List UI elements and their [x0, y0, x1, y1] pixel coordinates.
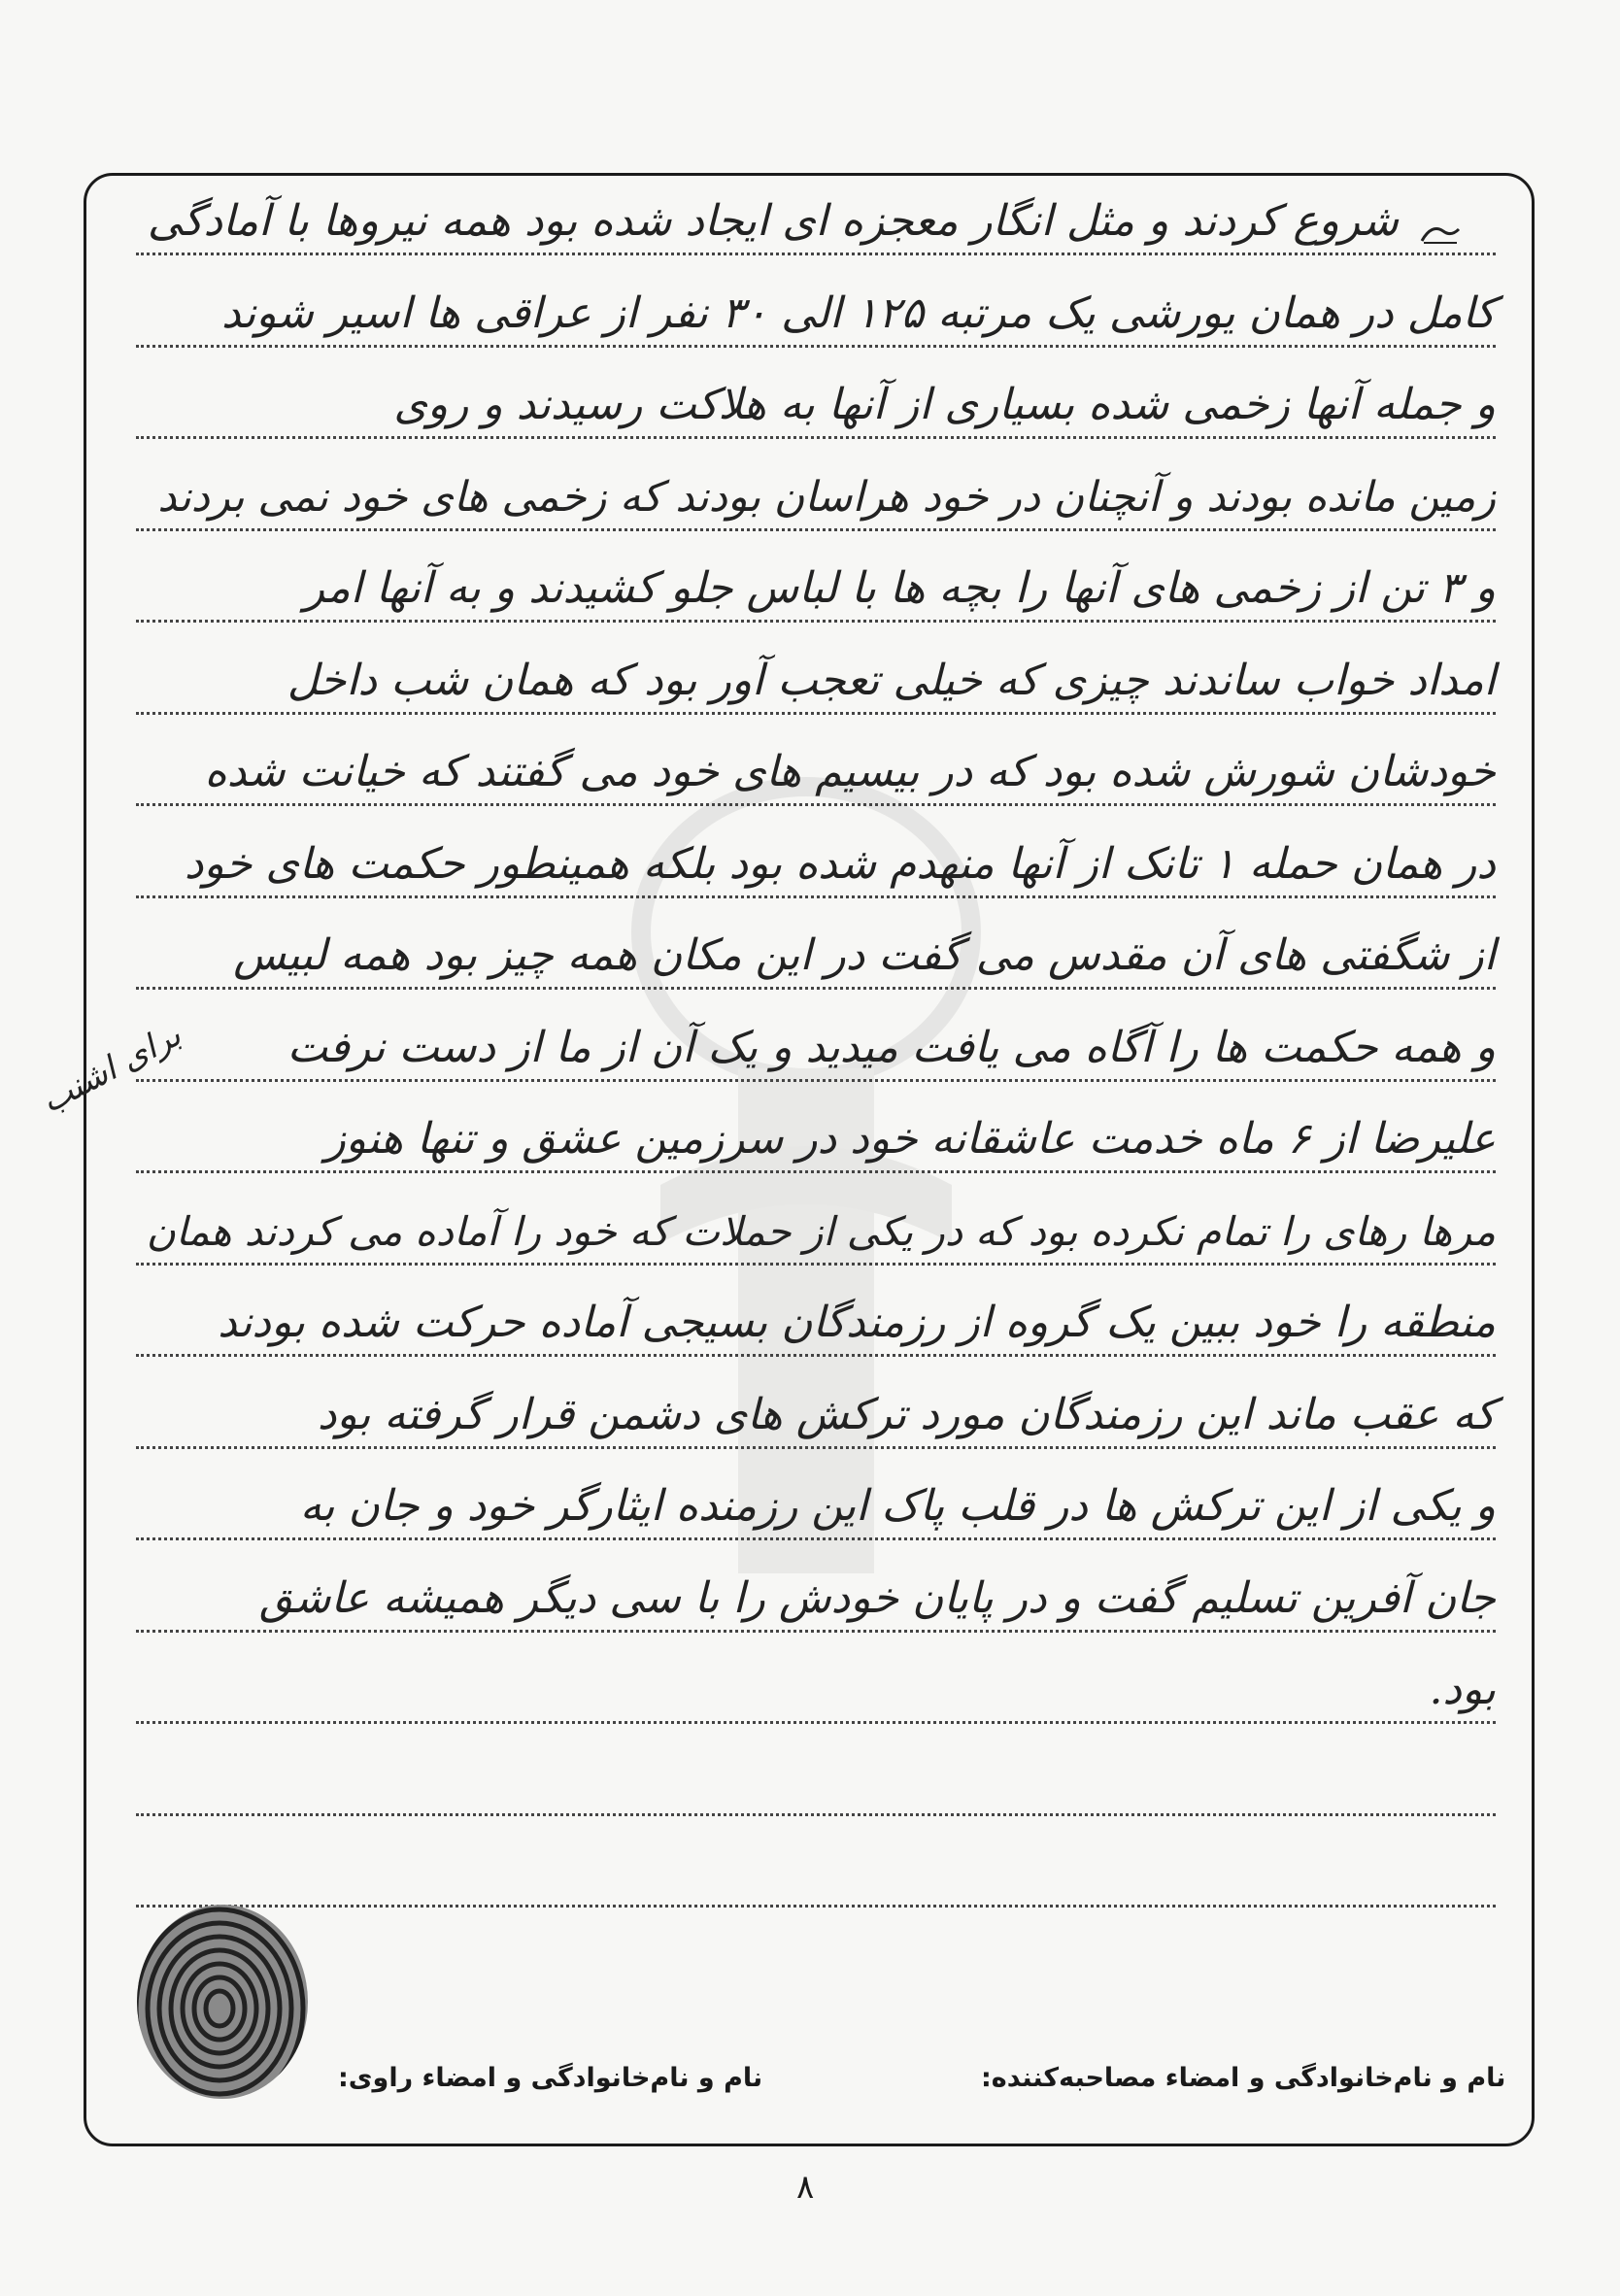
ruled-line: [136, 620, 1496, 623]
narrator-signature-label: نام و نام‌خانوادگی و امضاء راوی:: [338, 2063, 763, 2093]
handwritten-line: زمین مانده بودند و آنچنان در خود هراسان بودند که زخمی های خود نمی بردند: [157, 472, 1496, 522]
interviewer-signature-label: نام و نام‌خانوادگی و امضاء مصاحبه‌کننده:: [981, 2063, 1506, 2093]
handwritten-line: و یکی از این ترکش ها در قلب پاک این رزمنده ایثارگر خود و جان به: [299, 1481, 1496, 1531]
handwritten-line: از شگفتی های آن مقدس می گفت در این مکان همه چیز بود همه لبیس: [233, 930, 1496, 980]
ruled-line: [136, 1263, 1496, 1266]
handwritten-line: جان آفرین تسلیم گفت و در پایان خودش را با سی دیگر همیشه عاشق: [258, 1572, 1496, 1623]
ruled-line: [136, 345, 1496, 348]
ruled-line: [136, 1813, 1496, 1816]
ruled-line: [136, 1630, 1496, 1633]
handwritten-line: مرها رهای را تمام نکرده بود که در یکی از حملات که خود را آماده می کردند همان: [146, 1207, 1496, 1255]
handwritten-line: در همان حمله ۱ تانک از آنها منهدم شده بود بلکه همینطور حکمت های خود: [184, 838, 1496, 889]
margin-note: برای اشنب: [34, 1015, 187, 1122]
ruled-line: [136, 436, 1496, 439]
ruled-line: [136, 1079, 1496, 1082]
handwritten-line: کامل در همان یورشی یک مرتبه ۱۲۵ الی ۳۰ نفر از عراقی ها اسیر شوند: [220, 287, 1496, 338]
ruled-line: [136, 712, 1496, 715]
ruled-line: [136, 1354, 1496, 1357]
page-number: ۸: [796, 2168, 815, 2207]
ruled-line: [136, 1721, 1496, 1724]
handwritten-line: خودشان شورش شده بود که در بیسیم های خود می گفتند که خیانت شده: [204, 747, 1496, 796]
ruled-line: [136, 803, 1496, 806]
handwritten-line: و جمله آنها زخمی شده بسیاری از آنها به هلاکت رسیدند و روی: [393, 380, 1496, 429]
ruled-line: [136, 1905, 1496, 1908]
ruled-line: [136, 1170, 1496, 1173]
ruled-line: [136, 987, 1496, 990]
pen-bullet-icon: [1418, 221, 1463, 247]
ruled-line: [136, 528, 1496, 531]
ruled-line: [136, 895, 1496, 898]
handwritten-line: که عقب ماند این رزمندگان مورد ترکش های دشمن قرار گرفته بود: [317, 1389, 1496, 1439]
handwritten-line: بود.: [1429, 1665, 1496, 1714]
handwritten-line: علیرضا از ۶ ماه خدمت عاشقانه خود در سرزمین عشق و تنها هنوز: [324, 1114, 1496, 1164]
ruled-line: [136, 1537, 1496, 1540]
handwritten-line: شروع کردند و مثل انگار معجزه ای ایجاد شده بود همه نیروها با آمادگی: [147, 196, 1399, 246]
ruled-line: [136, 253, 1496, 255]
handwritten-line: امداد خواب ساندند چیزی که خیلی تعجب آور بود که همان شب داخل: [287, 655, 1496, 705]
thumbprint-icon: [130, 1902, 315, 2102]
handwritten-line: منطقه را خود ببین یک گروه از رزمندگان بسیجی آماده حرکت شده بودند: [218, 1298, 1496, 1347]
ruled-line: [136, 1446, 1496, 1449]
handwritten-line: و همه حکمت ها را آگاه می یافت میدید و یک آن از ما از دست نرفت: [287, 1022, 1496, 1072]
handwritten-line: و ۳ تن از زخمی های آنها را بچه ها با لباس جلو کشیدند و به آنها امر: [303, 563, 1496, 613]
